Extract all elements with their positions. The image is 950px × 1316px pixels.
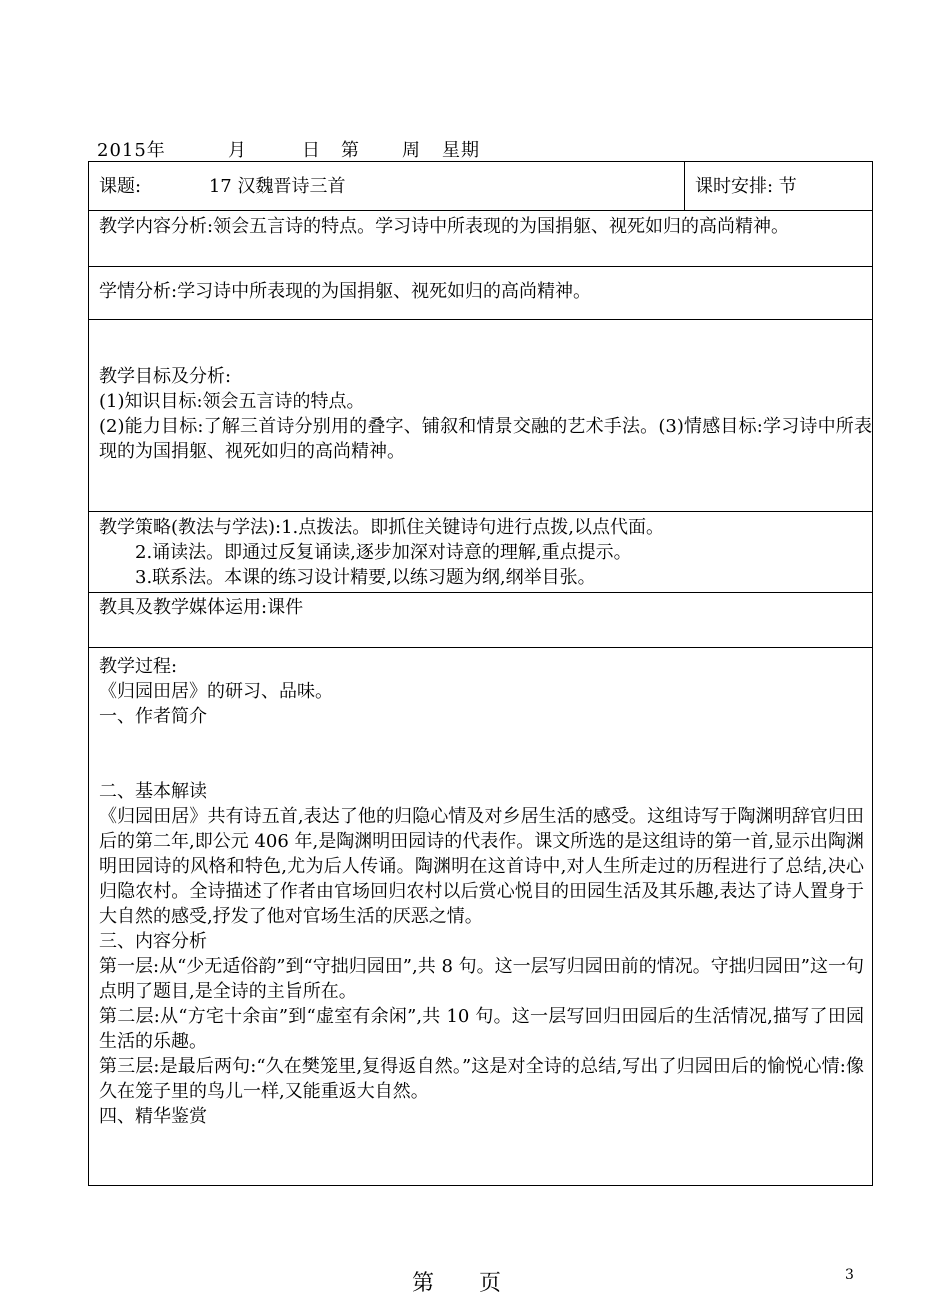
lesson-plan-table [88,161,873,1186]
date-year: 2015年 [97,140,166,161]
layer-1-text: 第一层:从“少无适俗韵”到“守拙归园田”,共 8 句。这一层写归园田前的情况。守拙归园田”这一句点明了题目,是全诗的主旨所在。 [99,956,864,1002]
page-footer [412,1266,503,1297]
hours-cell [685,162,873,211]
footer-di: 第 [412,1271,437,1296]
strategy-line-3: 3.联系法。本课的练习设计精要,以练习题为纲,纲举目张。 [135,567,596,588]
topic-label: 课题: [99,176,142,197]
date-month: 月 [228,140,247,161]
date-week: 周 [402,140,421,161]
learner-analysis-cell [89,267,873,320]
page-number: 3 [845,1267,854,1283]
section-appreciation: 四、精华鉴赏 [99,1106,207,1127]
process-subtitle: 《归园田居》的研习、品味。 [99,681,333,702]
interpretation-text: 《归园田居》共有诗五首,表达了他的归隐心情及对乡居生活的感受。这组诗写于陶渊明辞官归田后的第二年,即公元 406 年,是陶渊明田园诗的代表作。课文所选的是这组诗的第一首,显示出陶渊明田园诗的风格和特色,尤为后人传诵。陶渊明在这首诗中,对人生所走过的历程进行了总结,决心归隐农村。全诗描述了作者由官场回归农村以后赏心悦目的田园生活及其乐趣,表达了诗人置身于大自然的感受,抒发了他对官场生活的厌恶之情。 [99,806,864,927]
process-cell [89,648,873,1186]
content-analysis-cell [89,211,873,267]
section-author-intro: 一、作者简介 [99,706,207,727]
media-text: 教具及教学媒体运用:课件 [99,597,304,618]
objectives-cell [89,320,873,512]
section-basic-reading: 二、基本解读 [99,781,207,802]
footer-ye: 页 [479,1271,504,1296]
layer-3-text: 第三层:是最后两句:“久在樊笼里,复得返自然。”这是对全诗的总结,写出了归园田后的愉悦心情:像久在笼子里的鸟儿一样,又能重返大自然。 [99,1056,864,1102]
content-analysis-text: 教学内容分析:领会五言诗的特点。学习诗中所表现的为国捐躯、视死如归的高尚精神。 [99,216,790,237]
hours-label: 课时安排: 节 [695,176,797,197]
date-weekday: 星期 [442,140,480,161]
date-day: 日 [302,140,321,161]
strategy-line-2: 2.诵读法。即通过反复诵读,逐步加深对诗意的理解,重点提示。 [135,542,632,563]
learner-analysis-text: 学情分析:学习诗中所表现的为国捐躯、视死如归的高尚精神。 [99,281,592,302]
objective-ability-emotion: (2)能力目标:了解三首诗分别用的叠字、铺叙和情景交融的艺术手法。(3)情感目标:学习诗中所表现的为国捐躯、视死如归的高尚精神。 [99,416,872,462]
date-week-prefix: 第 [341,140,360,161]
topic-title: 17 汉魏晋诗三首 [208,176,346,197]
process-heading: 教学过程: [99,656,178,677]
objectives-heading: 教学目标及分析: [99,366,232,387]
section-content-analysis: 三、内容分析 [99,931,207,952]
objective-knowledge: (1)知识目标:领会五言诗的特点。 [99,391,365,412]
strategy-line-1: 教学策略(教法与学法):1.点拨法。即抓住关键诗句进行点拨,以点代面。 [99,517,665,538]
media-cell [89,593,873,648]
layer-2-text: 第二层:从“方宅十余亩”到“虚室有余闲”,共 10 句。这一层写回归田园后的生活情况,描写了田园生活的乐趣。 [99,1006,864,1052]
strategy-cell [89,512,873,593]
topic-cell [89,162,685,211]
